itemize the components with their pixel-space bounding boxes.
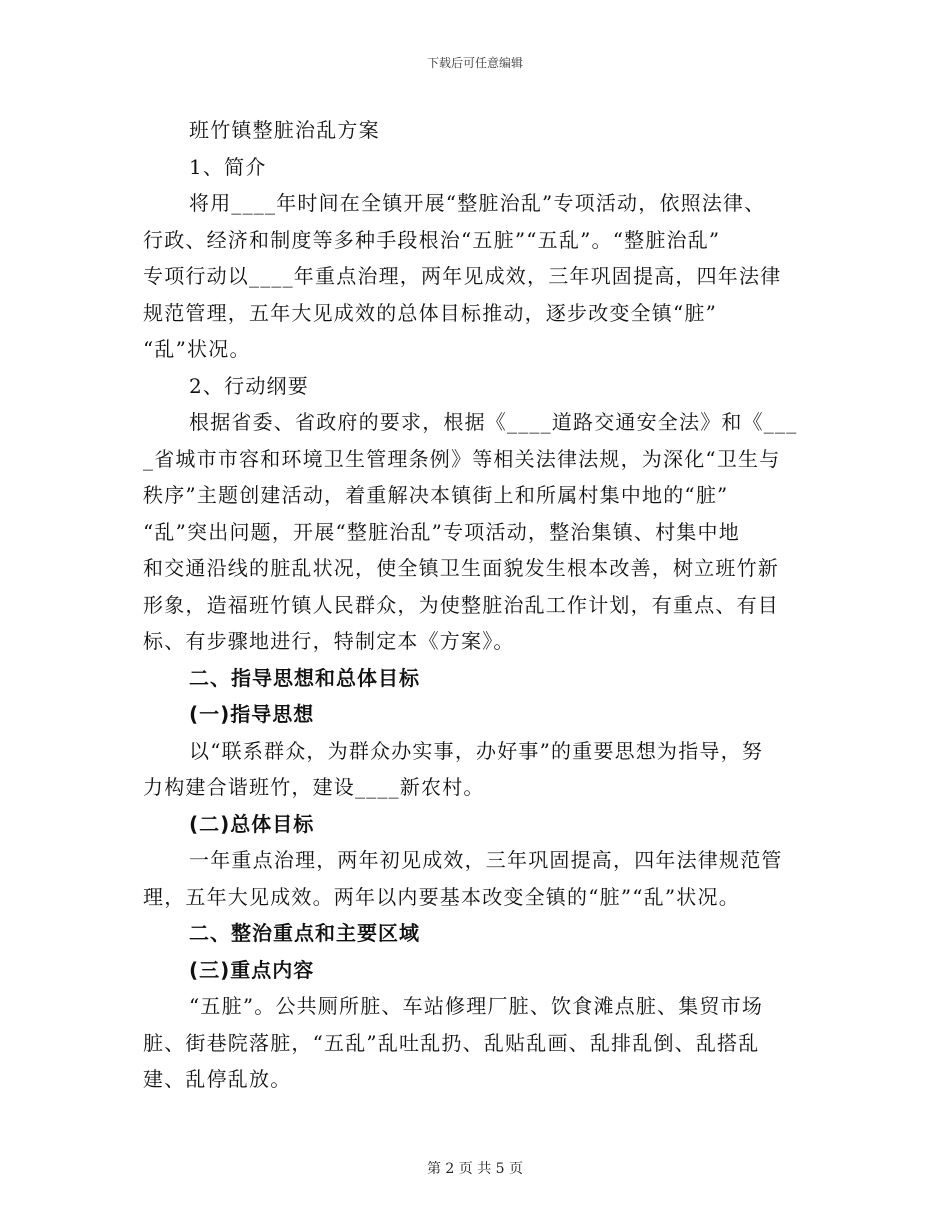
- document-line: 规范管理，五年大见成效的总体目标推动，逐步改变全镇“脏”: [143, 300, 718, 325]
- document-line: 以“联系群众，为群众办实事，办好事”的重要思想为指导，努: [189, 738, 764, 763]
- document-line: 和交通沿线的脏乱状况，使全镇卫生面貌发生根本改善，树立班竹新: [143, 556, 779, 580]
- subsection-heading: (二)总体目标: [189, 811, 315, 836]
- page-header-note: 下载后可任意编辑: [426, 56, 523, 70]
- page-number: 第 2 页 共 5 页: [426, 1161, 524, 1177]
- section-heading: 二、指导思想和总体目标: [189, 665, 420, 690]
- document-line: 理，五年大见成效。两年以内要基本改变全镇的“脏”“乱”状况。: [143, 884, 740, 909]
- document-line: 行政、经济和制度等多种手段根治“五脏”“五乱”。“整脏治乱”: [143, 227, 721, 252]
- document-line: “乱”突出问题，开展“整脏治乱”专项活动，整治集镇、村集中地: [143, 519, 740, 544]
- document-line: 力构建合谐班竹，建设____新农村。: [143, 775, 485, 799]
- document-line: 将用____年时间在全镇开展“整脏治乱”专项活动，依照法律、: [189, 191, 766, 215]
- subsection-heading: (一)指导思想: [189, 702, 315, 726]
- document-line: 1、简介: [189, 154, 267, 179]
- document-line: 班竹镇整脏治乱方案: [189, 118, 380, 142]
- document-line: 2、行动纲要: [189, 373, 309, 398]
- subsection-heading: (三)重点内容: [189, 957, 315, 982]
- document-line: 标、有步骤地进行，特制定本《方案》。: [143, 629, 515, 653]
- document-body: [143, 112, 808, 1098]
- document-line: 脏、街巷院落脏，“五乱”乱吐乱扔、乱贴乱画、乱排乱倒、乱搭乱: [143, 1030, 760, 1055]
- section-heading: 二、整治重点和主要区域: [189, 921, 420, 945]
- document-line: 形象，造福班竹镇人民群众，为使整脏治乱工作计划，有重点、有目: [143, 592, 779, 617]
- document-line: 根据省委、省政府的要求，根据《____道路交通安全法》和《___: [189, 410, 798, 434]
- document-line: 一年重点治理，两年初见成效，三年巩固提高，四年法律规范管: [189, 848, 783, 872]
- document-line: 秩序”主题创建活动，着重解决本镇街上和所属村集中地的“脏”: [143, 483, 729, 507]
- document-line: 建、乱停乱放。: [143, 1067, 292, 1091]
- document-line: “五脏”。公共厕所脏、车站修理厂脏、饮食滩点脏、集贸市场: [189, 994, 764, 1018]
- document-line: 专项行动以____年重点治理，两年见成效，三年巩固提高，四年法律: [143, 264, 782, 288]
- document-line: _省城市市容和环境卫生管理条例》等相关法律法规，为深化“卫生与: [143, 446, 781, 471]
- document-line: “乱”状况。: [143, 337, 251, 361]
